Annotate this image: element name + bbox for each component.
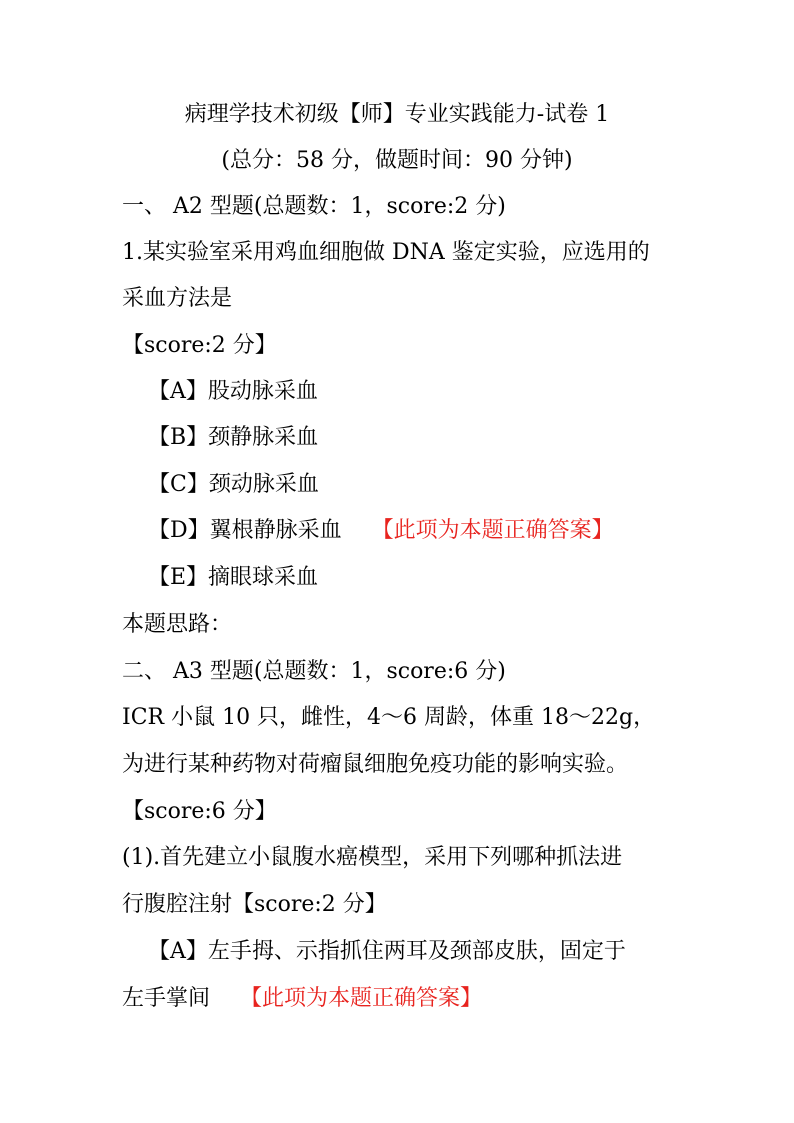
sub-question-1-option-a-text: 左手掌间 — [122, 986, 211, 1011]
case-stem-line1: ICR 小鼠 10 只，雌性，4～6 周龄，体重 18～22g， — [122, 705, 656, 730]
sub-question-1-option-a-line2 — [122, 984, 482, 1014]
question-1-text-line1: 1.某实验室采用鸡血细胞做 DNA 鉴定实验，应选用的 — [122, 240, 650, 265]
sub-question-1-option-a-line1: 【A】左手拇、示指抓住两耳及颈部皮肤，固定于 — [148, 939, 626, 964]
sub-question-1-line1: (1).首先建立小鼠腹水癌模型，采用下列哪种抓法进 — [122, 845, 623, 870]
correct-answer-mark: 【此项为本题正确答案】 — [371, 518, 614, 543]
correct-answer-mark: 【此项为本题正确答案】 — [240, 986, 483, 1011]
question-1-option-b: 【B】颈静脉采血 — [148, 425, 319, 450]
document-title: 病理学技术初级【师】专业实践能力-试卷 1 — [184, 102, 610, 127]
question-1-option-c: 【C】颈动脉采血 — [148, 472, 319, 497]
sub-question-1-line2: 行腹腔注射【score:2 分】 — [122, 892, 387, 917]
section-heading-a3: 二、 A3 型题(总题数：1，score:6 分) — [122, 659, 506, 684]
question-1-score: 【score:2 分】 — [122, 333, 277, 358]
question-1-option-e: 【E】摘眼球采血 — [148, 565, 319, 590]
question-1-text-line2: 采血方法是 — [122, 286, 233, 311]
analysis-label: 本题思路： — [122, 612, 233, 637]
section-heading-a2: 一、 A2 型题(总题数：1，score:2 分) — [122, 194, 506, 219]
document-subtitle: (总分：58 分，做题时间：90 分钟) — [221, 148, 573, 173]
question-1-option-d — [148, 516, 614, 546]
case-score: 【score:6 分】 — [122, 799, 277, 824]
case-stem-line2: 为进行某种药物对荷瘤鼠细胞免疫功能的影响实验。 — [122, 752, 629, 777]
question-1-option-d-label: 【D】翼根静脉采血 — [148, 518, 342, 543]
question-1-option-a: 【A】股动脉采血 — [148, 379, 318, 404]
